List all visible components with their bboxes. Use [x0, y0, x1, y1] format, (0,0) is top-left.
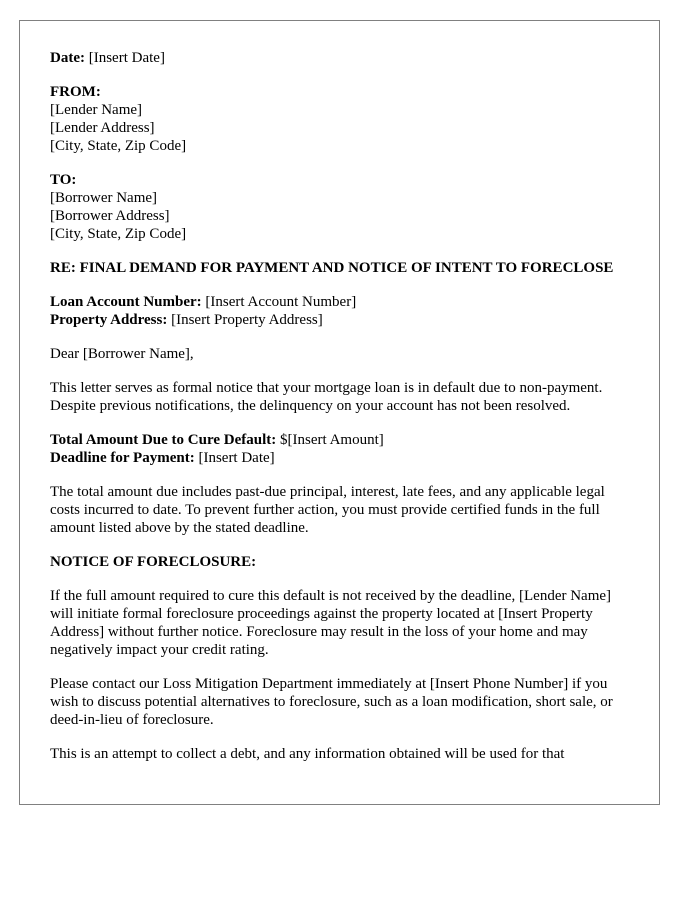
lender-name: [Lender Name] — [50, 102, 143, 118]
default-notice-paragraph: This letter serves as formal notice that your mortgage loan is in default due to non-payment. Despite previous notifications, the delinquency on your account has not been resolved. — [50, 380, 603, 414]
to-block — [50, 171, 635, 243]
loss-mitigation-paragraph: Please contact our Loss Mitigation Department immediately at [Insert Phone Number] if you wish to discuss potential alternatives to foreclosure, such as a loan modification, short sale, or deed-in-lieu of foreclosure. — [50, 676, 613, 728]
loan-details — [50, 293, 635, 329]
property-address-label: Property Address: — [50, 312, 168, 328]
deadline-value: [Insert Date] — [198, 450, 275, 466]
lender-city-state-zip: [City, State, Zip Code] — [50, 138, 187, 154]
amount-breakdown-paragraph: The total amount due includes past-due principal, interest, late fees, and any applicable legal costs incurred to date. To prevent further action, you must provide certified funds in the full amount listed above by the stated deadline. — [50, 484, 605, 536]
total-amount-line — [50, 431, 635, 449]
property-address-line — [50, 311, 635, 329]
account-number-label: Loan Account Number: — [50, 294, 202, 310]
amount-details — [50, 431, 635, 467]
foreclosure-paragraph: If the full amount required to cure this default is not received by the deadline, [Lender Name] will initiate formal foreclosure proceedings against the property located at [Insert Property Address] without further notice. Foreclosure may result in the loss of your home and may negatively impact your credit rating. — [50, 588, 612, 658]
deadline-line — [50, 449, 635, 467]
deadline-label: Deadline for Payment: — [50, 450, 195, 466]
lender-address: [Lender Address] — [50, 120, 155, 136]
account-number-line — [50, 293, 635, 311]
account-number-value: [Insert Account Number] — [205, 294, 357, 310]
letter-content — [50, 49, 635, 779]
from-block — [50, 83, 635, 155]
date-label: Date: — [50, 50, 85, 66]
date-line — [50, 49, 635, 67]
to-label: TO: — [50, 172, 77, 188]
date-value: [Insert Date] — [88, 50, 165, 66]
salutation: Dear [Borrower Name], — [50, 346, 194, 362]
borrower-address: [Borrower Address] — [50, 208, 170, 224]
property-address-value: [Insert Property Address] — [171, 312, 323, 328]
total-amount-value: $[Insert Amount] — [280, 432, 384, 448]
from-label: FROM: — [50, 84, 101, 100]
borrower-name: [Borrower Name] — [50, 190, 158, 206]
letter-page — [19, 20, 660, 805]
debt-collection-paragraph: This is an attempt to collect a debt, and any information obtained will be used for that — [50, 746, 565, 762]
borrower-city-state-zip: [City, State, Zip Code] — [50, 226, 187, 242]
notice-heading: NOTICE OF FORECLOSURE: — [50, 554, 257, 570]
total-amount-label: Total Amount Due to Cure Default: — [50, 432, 277, 448]
subject-line: RE: FINAL DEMAND FOR PAYMENT AND NOTICE OF INTENT TO FORECLOSE — [50, 260, 614, 276]
